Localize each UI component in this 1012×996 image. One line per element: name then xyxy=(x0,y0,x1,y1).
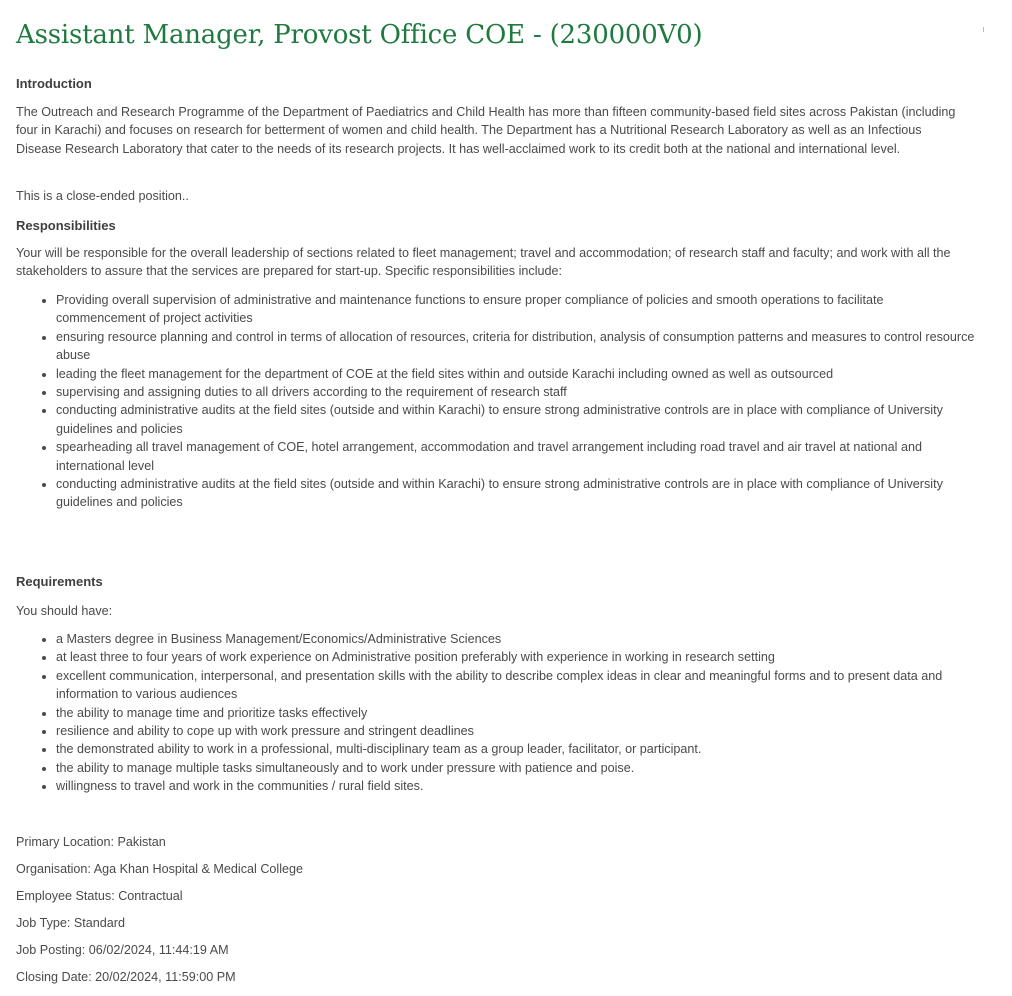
list-item: • at least three to four years of work experience on Administrative position preferably with experience in working in research setting xyxy=(56,648,976,666)
list-item: • spearheading all travel management of COE, hotel arrangement, accommodation and travel arrangement including road travel and air travel at national and international level xyxy=(56,438,976,475)
corner-mark xyxy=(983,27,984,32)
list-item: • excellent communication, interpersonal, and presentation skills with the ability to describe complex ideas in clear and meaningful forms and to present data and information to various audiences xyxy=(56,667,976,704)
requirements-list xyxy=(16,630,976,796)
primary-location: Primary Location: Pakistan xyxy=(16,835,166,849)
responsibilities-paragraph: Your will be responsible for the overall leadership of sections related to fleet management; travel and accommodation; of research staff and faculty; and work with all the stakeholders to assure that the services are prepared for start-up. Specific responsibilities include: xyxy=(16,246,951,279)
requirements-intro: You should have: xyxy=(16,604,113,618)
list-item: • Providing overall supervision of administrative and maintenance functions to ensure proper compliance of policies and smooth operations to facilitate commencement of project activities xyxy=(56,291,976,328)
list-item: • the ability to manage multiple tasks simultaneously and to work under pressure with patience and poise. xyxy=(56,759,976,777)
list-item: • leading the fleet management for the department of COE at the field sites within and outside Karachi including owned as well as outsourced xyxy=(56,365,976,383)
organisation: Organisation: Aga Khan Hospital & Medical College xyxy=(16,862,304,876)
job-posting-date: Job Posting: 06/02/2024, 11:44:19 AM xyxy=(16,943,229,957)
list-item: • the ability to manage time and prioritize tasks effectively xyxy=(56,704,976,722)
requirements-heading: Requirements xyxy=(16,574,103,589)
responsibilities-list xyxy=(16,291,976,512)
list-item: • a Masters degree in Business Management/Economics/Administrative Sciences xyxy=(56,630,976,648)
introduction-paragraph: The Outreach and Research Programme of the Department of Paediatrics and Child Health has more than fifteen community-based field sites across Pakistan (including four in Karachi) and focuses on research for betterment of women and child health. The Department has a Nutritional Research Laboratory as well as an Infectious Disease Research Laboratory that cater to the needs of its research projects. It has well-acclaimed work to its credit both at the national and international level. xyxy=(16,105,956,156)
list-item: • supervising and assigning duties to all drivers according to the requirement of research staff xyxy=(56,383,976,401)
responsibilities-heading: Responsibilities xyxy=(16,218,116,233)
list-item: • ensuring resource planning and control in terms of allocation of resources, criteria for distribution, analysis of consumption patterns and measures to control resource abuse xyxy=(56,328,976,365)
position-note: This is a close-ended position.. xyxy=(16,189,189,203)
job-type: Job Type: Standard xyxy=(16,916,125,930)
employee-status: Employee Status: Contractual xyxy=(16,889,183,903)
job-title: Assistant Manager, Provost Office COE - (230000V0) xyxy=(16,20,703,50)
list-item: • conducting administrative audits at the field sites (outside and within Karachi) to ensure strong administrative controls are in place with compliance of University guidelines and policies xyxy=(56,475,976,512)
list-item: • resilience and ability to cope up with work pressure and stringent deadlines xyxy=(56,722,976,740)
introduction-heading: Introduction xyxy=(16,76,92,91)
list-item: • willingness to travel and work in the communities / rural field sites. xyxy=(56,777,976,795)
list-item: • conducting administrative audits at the field sites (outside and within Karachi) to ensure strong administrative controls are in place with compliance of University guidelines and policies xyxy=(56,401,976,438)
list-item: • the demonstrated ability to work in a professional, multi-disciplinary team as a group leader, facilitator, or participant. xyxy=(56,740,976,758)
closing-date: Closing Date: 20/02/2024, 11:59:00 PM xyxy=(16,970,236,984)
